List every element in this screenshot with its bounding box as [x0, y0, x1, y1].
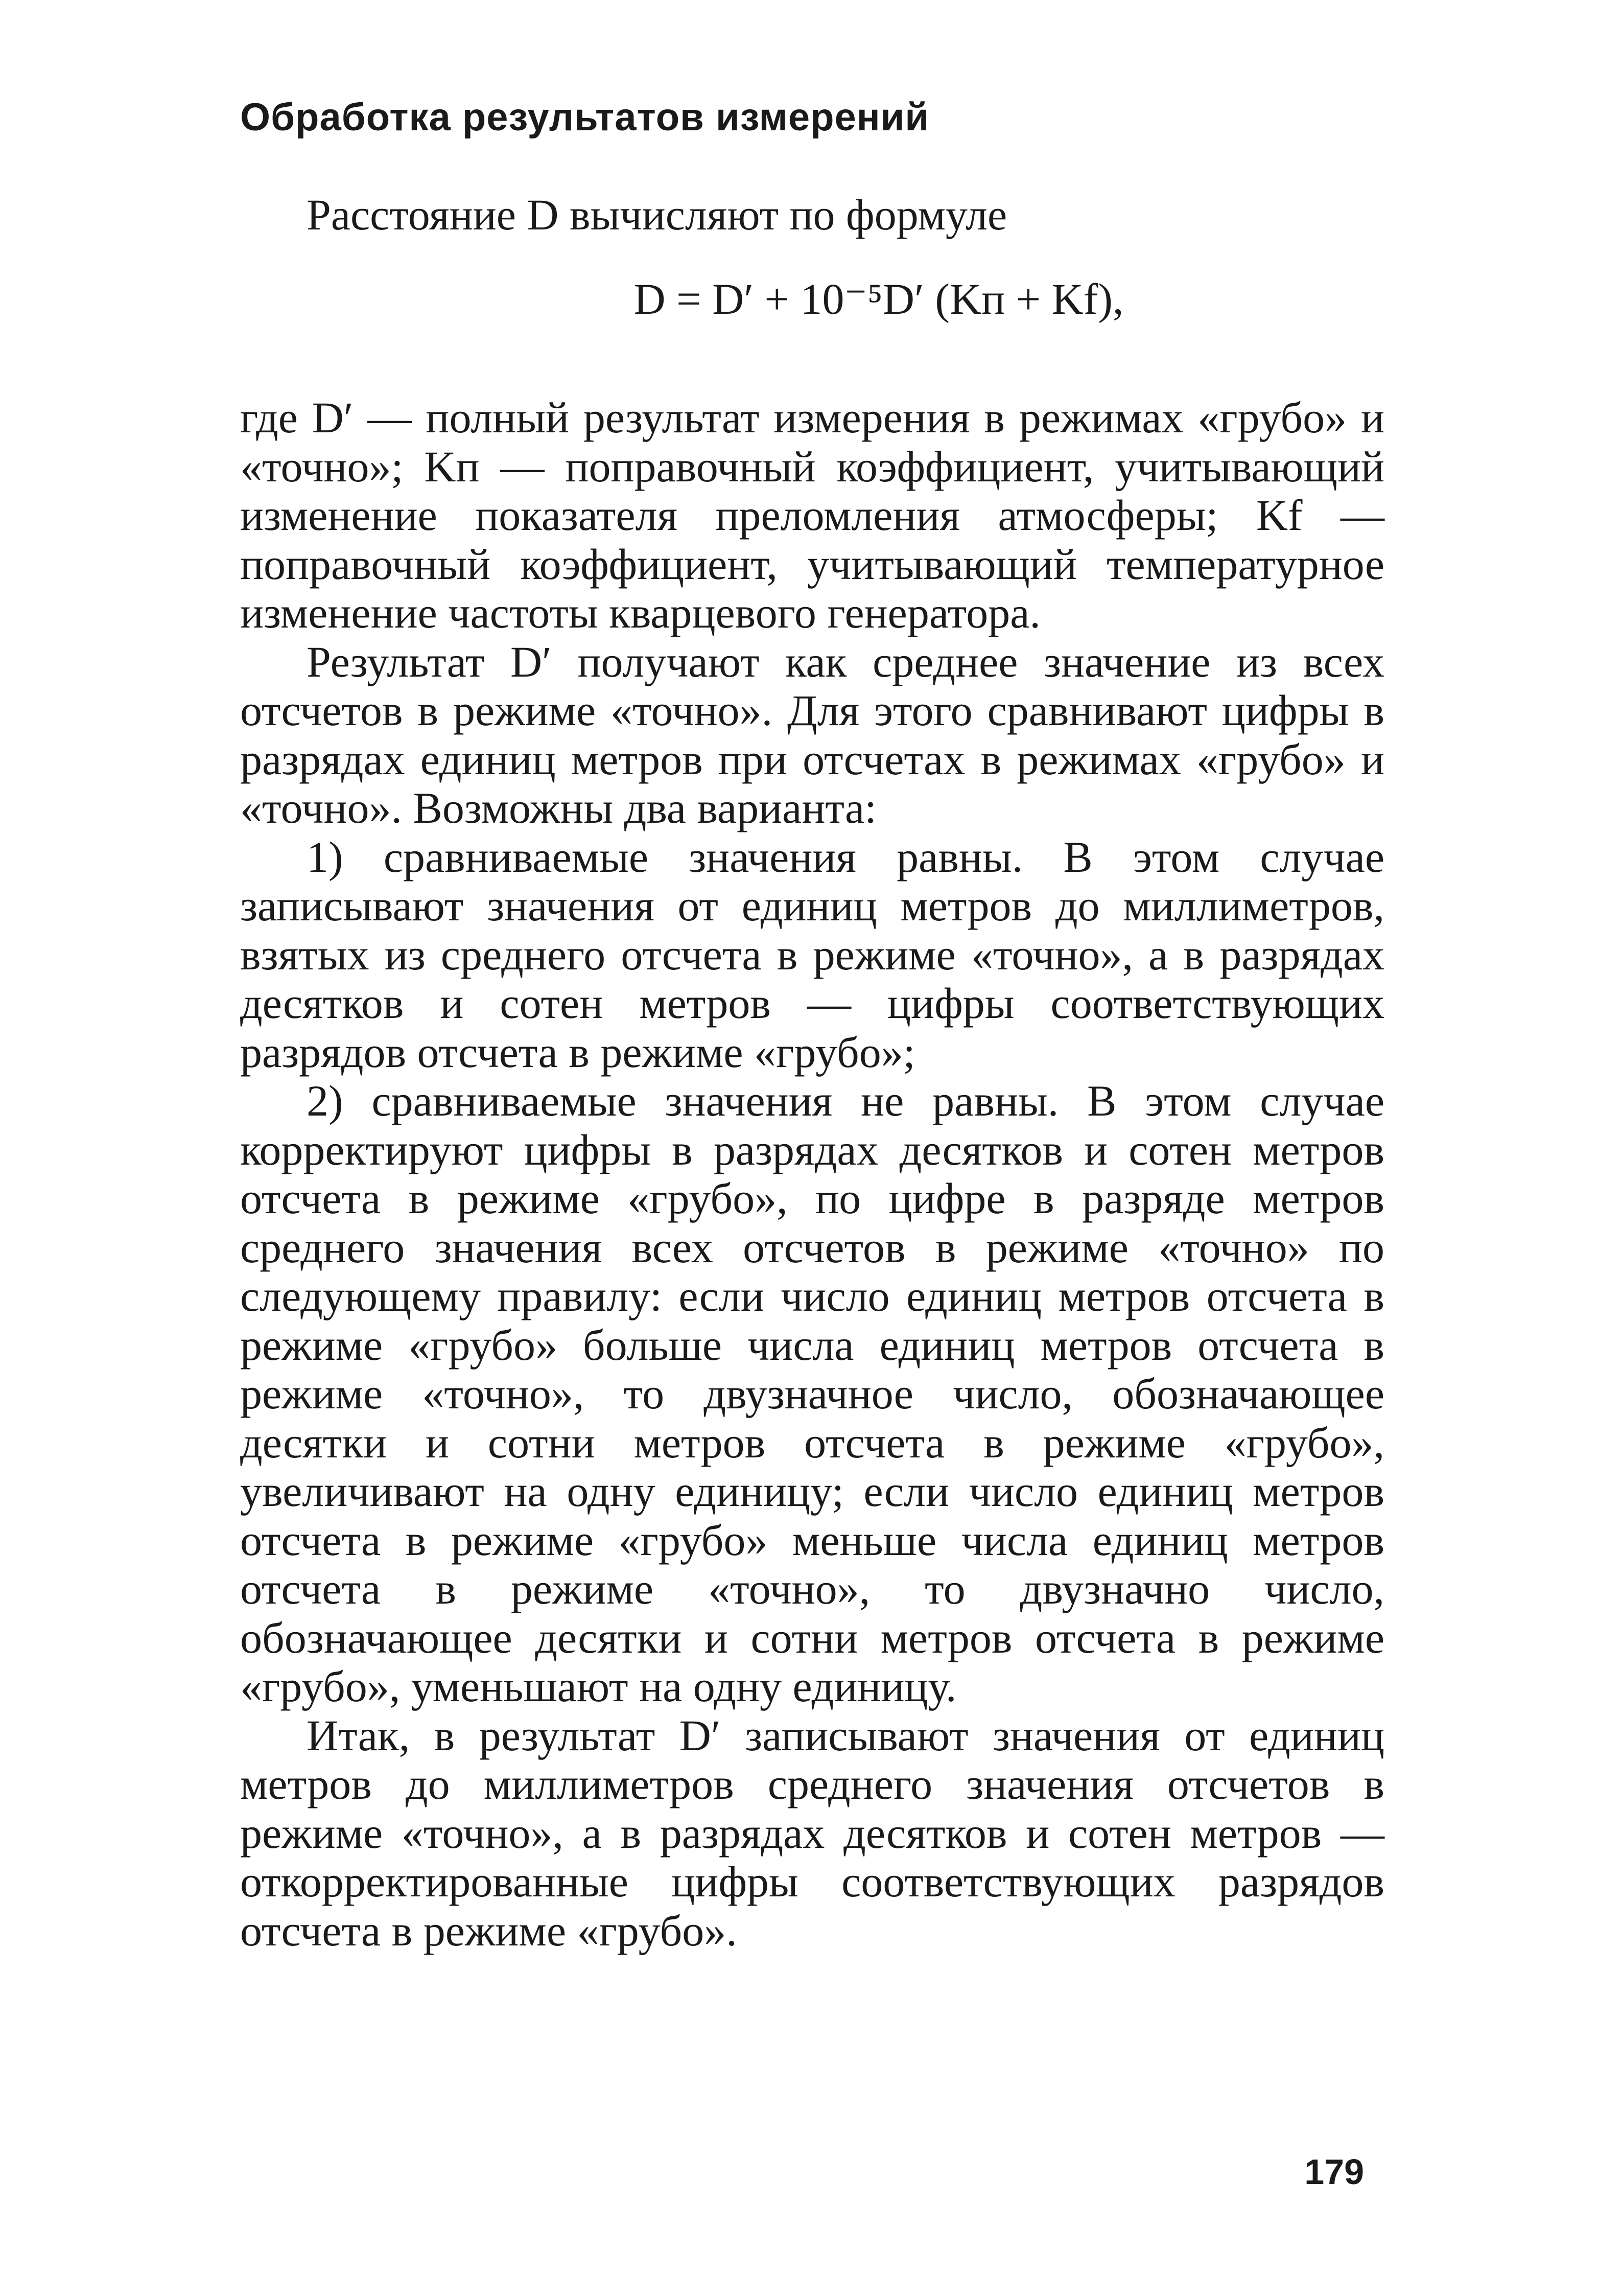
- paragraph-variant-1: 1) сравниваемые значения равны. В этом случае записывают значения от единиц метров до миллиметров, взятых из среднего отсчета в режиме «точно», а в разрядах десятков и сотен метров — цифры соответствующих разрядов отсчета в режиме «грубо»;: [240, 832, 1384, 1077]
- paragraph-summary: Итак, в результат D′ записывают значения от единиц метров до миллиметров среднего значения отсчетов в режиме «точно», а в разрядах десятков и сотен метров — откорректированные цифры соответствующих разрядов отсчета в режиме «грубо».: [240, 1710, 1384, 1955]
- paragraph-definitions: где D′ — полный результат измерения в режимах «грубо» и «точно»; Kп — поправочный коэффициент, учитывающий изменение показателя преломления атмосферы; Kf — поправочный коэффициент, учитывающий температурное изменение частоты кварцевого генератора.: [240, 393, 1384, 637]
- distance-formula: D = D′ + 10⁻⁵D′ (Kп + Kf),: [633, 274, 1124, 323]
- page-number: 179: [1304, 2152, 1364, 2192]
- intro-text: Расстояние D вычисляют по формуле: [307, 190, 1007, 239]
- section-heading: Обработка результатов измерений: [240, 96, 930, 139]
- paragraph-variant-2: 2) сравниваемые значения не равны. В этом случае корректируют цифры в разрядах десятков и сотен метров отсчета в режиме «грубо», по цифре в разряде метров среднего значения всех отсчетов в режиме «точно» по следующему правилу: если число единиц метров отсчета в режиме «грубо» больше числа единиц метров отсчета в режиме «точно», то двузначное число, обозначающее десятки и сотни метров отсчета в режиме «грубо», увеличивают на одну единицу; если число единиц метров отсчета в режиме «грубо» меньше числа единиц метров отсчета в режиме «точно», то двузначно число, обозначающее десятки и сотни метров отсчета в режиме «грубо», уменьшают на одну единицу.: [240, 1076, 1384, 1711]
- book-page: [240, 92, 1384, 2238]
- paragraph-result: Результат D′ получают как среднее значение из всех отсчетов в режиме «точно». Для этого сравнивают цифры в разрядах единиц метров при отсчетах в режимах «грубо» и «точно». Возможны два варианта:: [240, 637, 1384, 832]
